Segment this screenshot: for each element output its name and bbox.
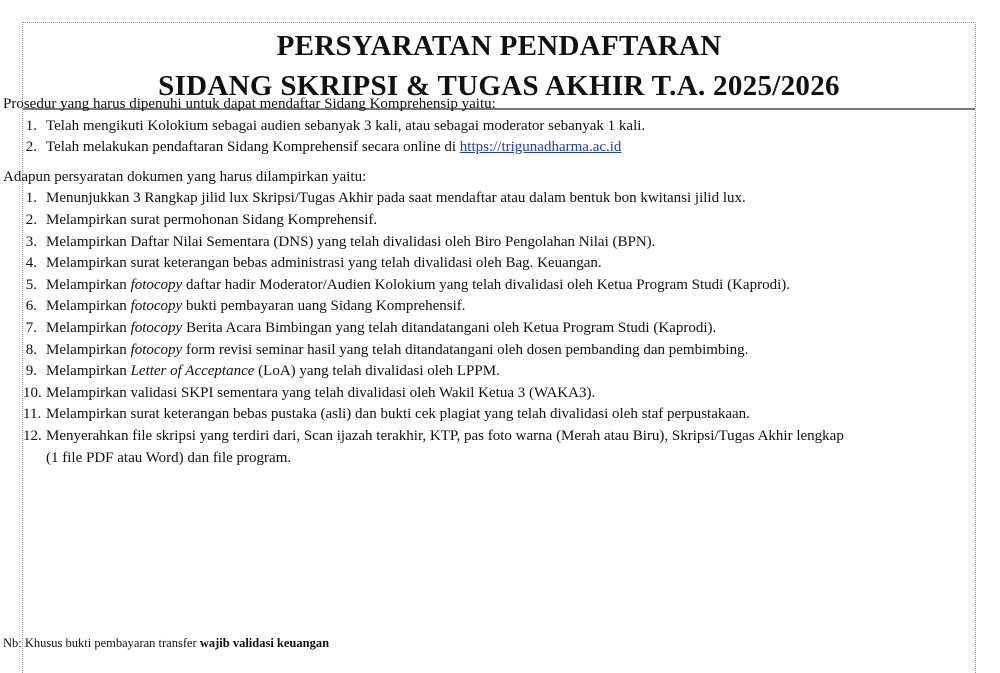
document-item-number: 2.	[25, 211, 37, 228]
document-item-number: 3.	[25, 233, 37, 250]
document-item-text: Melampirkan surat keterangan bebas pustaka (asli) dan bukti cek plagiat yang telah divalidasi oleh staf perpustakaan.	[46, 406, 750, 423]
documents-list	[3, 188, 953, 469]
document-item-emphasis: fotocopy	[130, 319, 183, 336]
document-item	[3, 253, 953, 275]
document-item-prefix: Melampirkan	[46, 319, 131, 336]
title-line-1: PERSYARATAN PENDAFTARAN	[276, 30, 722, 62]
registration-link[interactable]: https://trigunadharma.ac.id	[459, 139, 622, 156]
document-item-emphasis: fotocopy	[130, 341, 183, 358]
document-item-number: 1.	[25, 190, 37, 207]
document-item	[3, 361, 953, 383]
document-item-text: Menyerahkan file skripsi yang terdiri dari, Scan ijazah terakhir, KTP, pas foto warna (Merah atau Biru), Skripsi/Tugas Akhir lengkap	[46, 427, 844, 444]
document-item	[3, 318, 953, 340]
document-item	[3, 404, 953, 426]
document-item-number: 11.	[23, 406, 42, 423]
document-item-text: (LoA) yang telah divalidasi oleh LPPM.	[254, 363, 500, 380]
procedure-item-text: Telah melakukan pendaftaran Sidang Komprehensif secara online di	[46, 139, 460, 156]
procedure-item-number: 1.	[25, 117, 37, 134]
procedure-item-number: 2.	[25, 139, 37, 156]
procedure-list	[3, 116, 953, 159]
document-item	[3, 383, 953, 405]
footnote	[3, 636, 329, 651]
procedure-item	[3, 137, 953, 159]
footnote-prefix: Nb: Khusus bukti pembayaran transfer	[3, 636, 200, 650]
document-item-number: 9.	[25, 363, 37, 380]
document-item	[3, 426, 953, 469]
document-item-prefix: Melampirkan	[46, 341, 131, 358]
document-item	[3, 296, 953, 318]
document-item-prefix: Melampirkan	[46, 363, 131, 380]
procedure-item-text: Telah mengikuti Kolokium sebagai audien sebanyak 3 kali, atau sebagai moderator sebanyak 1 kali.	[46, 117, 646, 134]
document-item-number: 10.	[23, 384, 42, 401]
procedure-intro: Prosedur yang harus dipenuhi untuk dapat mendaftar Sidang Komprehensip yaitu:	[3, 96, 496, 112]
procedure-item	[3, 116, 953, 138]
document-item-text: bukti pembayaran uang Sidang Komprehensif.	[182, 298, 466, 315]
title-line-2: SIDANG SKRIPSI & TUGAS AKHIR T.A. 2025/2026	[158, 70, 840, 102]
document-item-number: 4.	[25, 255, 37, 272]
document-item	[3, 232, 953, 254]
footnote-bold: wajib validasi keuangan	[199, 636, 330, 650]
document-item	[3, 275, 953, 297]
document-item-number: 8.	[25, 341, 37, 358]
document-item-text: Melampirkan surat permohonan Sidang Komprehensif.	[46, 211, 378, 228]
document-item-emphasis: fotocopy	[130, 276, 183, 293]
document-item-text: Melampirkan validasi SKPI sementara yang telah divalidasi oleh Wakil Ketua 3 (WAKA3).	[46, 384, 596, 401]
content	[3, 94, 953, 469]
document-item-text: form revisi seminar hasil yang telah ditandatangani oleh dosen pembanding dan pembimbing.	[182, 341, 749, 358]
document-item-continuation: (1 file PDF atau Word) dan file program.	[46, 449, 292, 466]
document-item-text: daftar hadir Moderator/Audien Kolokium yang telah divalidasi oleh Ketua Program Studi (Kaprodi).	[182, 276, 790, 293]
document-item-emphasis: fotocopy	[130, 298, 183, 315]
document-item-number: 5.	[25, 276, 37, 293]
document-item-prefix: Melampirkan	[46, 276, 131, 293]
document-item-number: 7.	[25, 319, 37, 336]
document-item	[3, 340, 953, 362]
document-item-text: Berita Acara Bimbingan yang telah ditandatangani oleh Ketua Program Studi (Kaprodi).	[182, 319, 717, 336]
document-item-prefix: Melampirkan	[46, 298, 131, 315]
document-item-number: 12.	[23, 427, 42, 444]
document-item-text: Menunjukkan 3 Rangkap jilid lux Skripsi/Tugas Akhir pada saat mendaftar atau dalam bentuk bon kwitansi jilid lux.	[46, 190, 746, 207]
document-item-emphasis: Letter of Acceptance	[130, 363, 255, 380]
documents-intro: Adapun persyaratan dokumen yang harus dilampirkan yaitu:	[3, 168, 367, 185]
document-item	[3, 210, 953, 232]
document-item-text: Melampirkan surat keterangan bebas administrasi yang telah divalidasi oleh Bag. Keuangan.	[46, 255, 602, 272]
document-item-text: Melampirkan Daftar Nilai Sementara (DNS) yang telah divalidasi oleh Biro Pengolahan Nilai (BPN).	[46, 233, 656, 250]
document-item	[3, 188, 953, 210]
document-item-number: 6.	[25, 298, 37, 315]
